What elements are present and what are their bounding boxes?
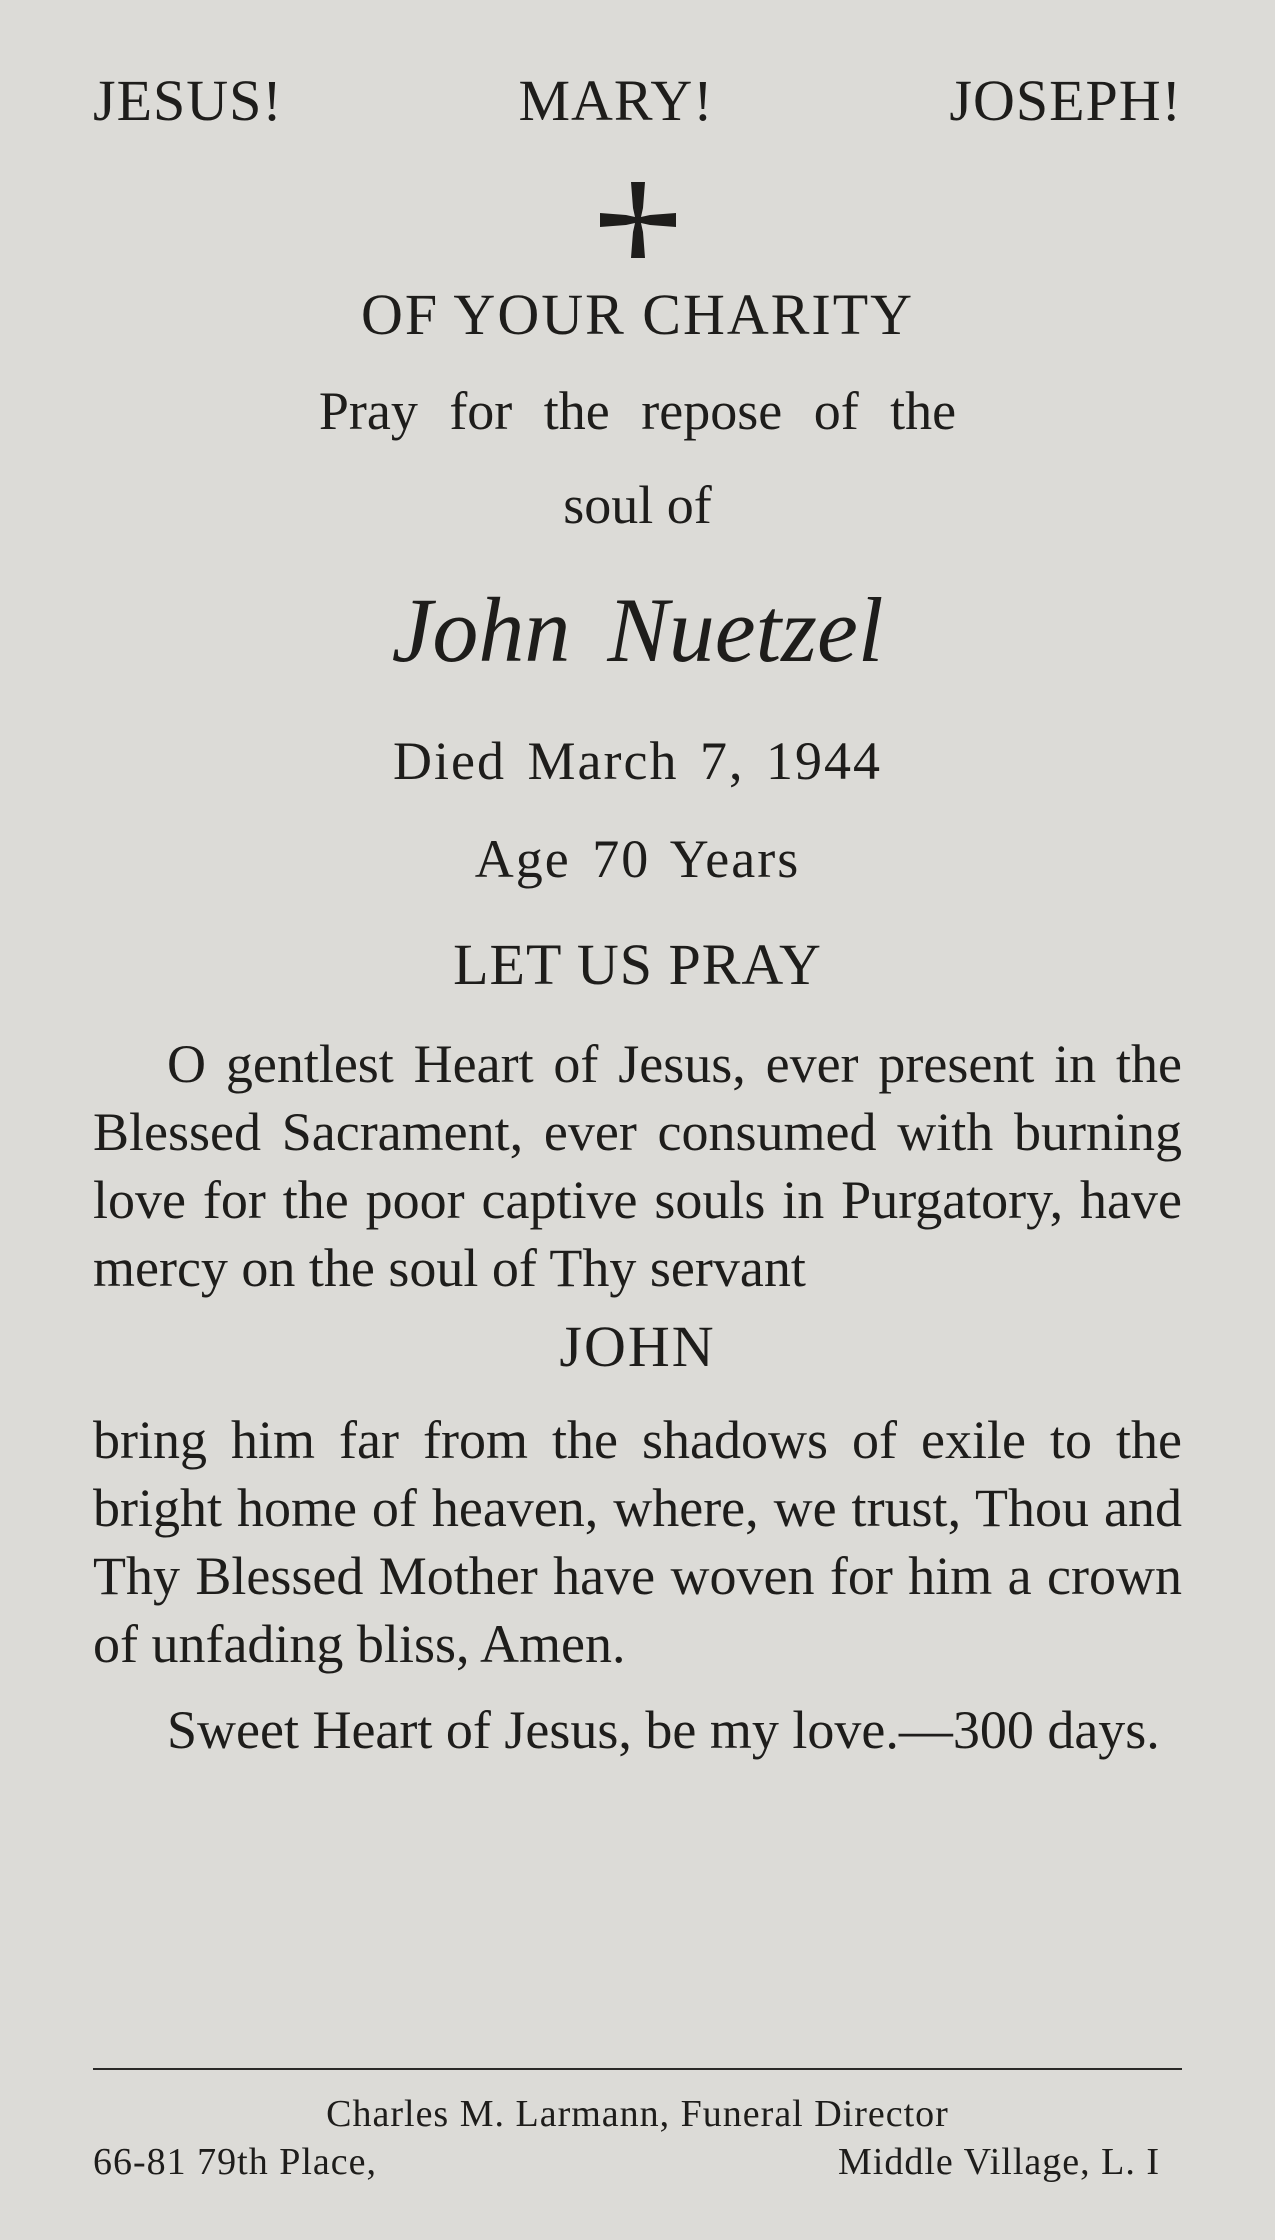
prayer-paragraph-2: bring him far from the shadows of exile to the bright home of heaven, where, we trust, Thou and Thy Blessed Mother have woven for him a crown of unfading bliss, Amen.: [93, 1410, 1182, 1674]
funeral-director-address: [93, 2138, 1182, 2186]
age-at-death: Age 70 Years: [474, 829, 801, 889]
prayer-paragraph-1: O gentlest Heart of Jesus, ever present in the Blessed Sacrament, ever consumed with burning love for the poor captive souls in Purgatory, have mercy on the soul of Thy servant: [93, 1034, 1182, 1298]
header-mary: MARY!: [518, 68, 714, 133]
header-joseph: JOSEPH!: [949, 68, 1182, 133]
soul-of-line: soul of: [563, 475, 712, 535]
cross-pattee-icon: [93, 180, 1182, 260]
locality: Middle Village, L. I: [837, 2141, 1160, 2183]
footer-divider: [93, 2068, 1182, 2070]
funeral-director-name: Charles M. Larmann, Funeral Director: [326, 2093, 949, 2135]
date-of-death: Died March 7, 1944: [393, 731, 882, 791]
header-invocation: [93, 0, 1182, 133]
funeral-director-footer: [93, 2090, 1182, 2186]
pray-repose-line: Pray for the repose of the: [318, 381, 957, 441]
deceased-name: John Nuetzel: [391, 579, 884, 681]
prayer-title: LET US PRAY: [453, 932, 822, 997]
charity-heading: OF YOUR CHARITY: [360, 282, 915, 347]
ejaculation-indulgence: Sweet Heart of Jesus, be my love.—300 days.: [167, 1700, 1160, 1760]
header-jesus: JESUS!: [93, 68, 283, 133]
street-address: 66-81 79th Place,: [93, 2141, 378, 2183]
servant-name: JOHN: [559, 1314, 716, 1379]
